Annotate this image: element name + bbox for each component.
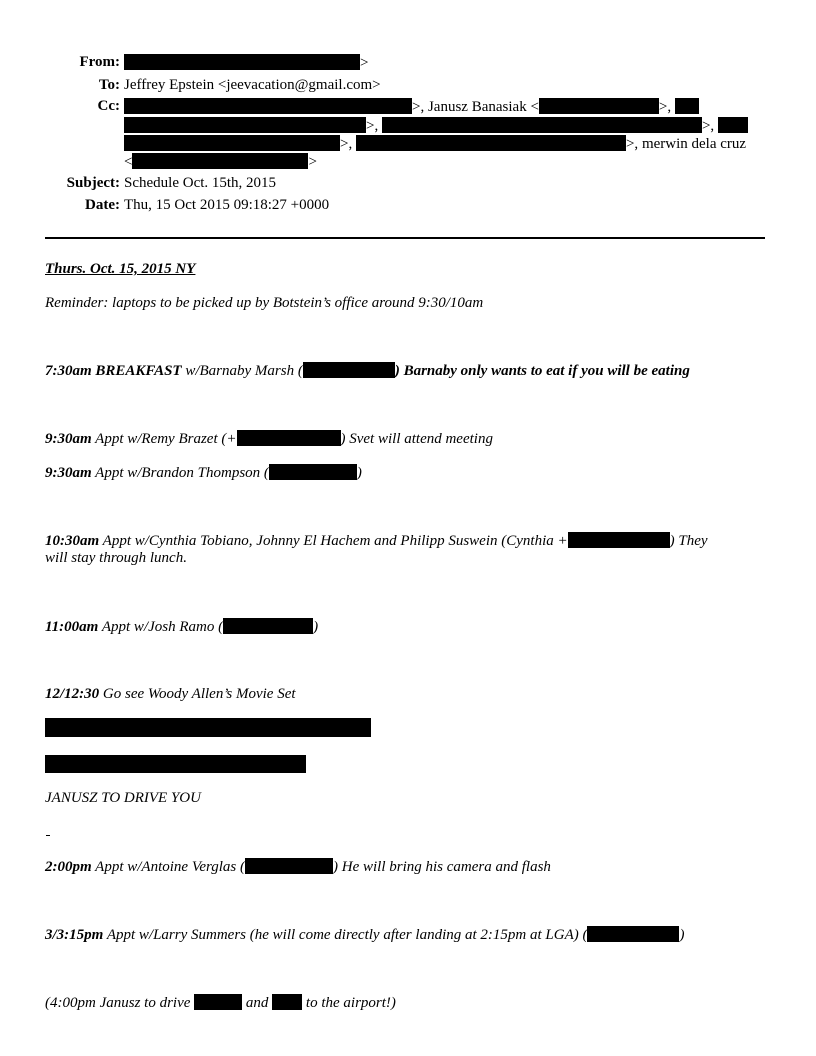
subject-value: Schedule Oct. 15th, 2015 (124, 175, 277, 191)
redaction-block (194, 994, 242, 1010)
redaction-block (124, 98, 412, 114)
redaction-block (45, 755, 306, 773)
event-brandon-thompson: 9:30am Appt w/Brandon Thompson ( ) (45, 465, 362, 481)
schedule-heading: Thurs. Oct. 15, 2015 NY (45, 261, 196, 277)
redaction-block (675, 98, 699, 114)
cc-line-1: >, Janusz Banasiak < >, (124, 98, 699, 116)
cc-merwin: merwin dela cruz (641, 136, 747, 152)
redaction-block (223, 618, 313, 634)
cc-line-3: >, >, merwin dela cruz (124, 135, 746, 153)
event-cynthia-tobiano-line2: will stay through lunch. (45, 550, 187, 566)
redaction-block (245, 858, 333, 874)
redaction-block (718, 117, 748, 133)
date-label: Date: (85, 197, 120, 213)
event-woody-allen: 12/12:30 Go see Woody Allen’s Movie Set (45, 686, 296, 702)
to-value: Jeffrey Epstein <jeevacation@gmail.com> (124, 77, 381, 93)
to-label: To: (98, 77, 120, 93)
event-breakfast: 7:30am BREAKFAST w/Barnaby Marsh ( ) Barnaby only wants to eat if you will be eating (45, 363, 690, 379)
redaction-block (272, 994, 302, 1010)
janusz-drive-line: JANUSZ TO DRIVE YOU (45, 790, 201, 806)
redaction-block (303, 362, 395, 378)
from-value: > (124, 54, 368, 72)
redaction-block (539, 98, 659, 114)
redaction-block (45, 718, 371, 737)
event-antoine-verglas: 2:00pm Appt w/Antoine Verglas ( ) He will bring his camera and flash (45, 859, 551, 875)
event-josh-ramo: 11:00am Appt w/Josh Ramo ( ) (45, 619, 319, 635)
redaction-block (269, 464, 357, 480)
redaction-block (132, 153, 308, 169)
redaction-block (124, 135, 340, 151)
cc-line-4: < > (124, 154, 317, 170)
reminder-line: Reminder: laptops to be picked up by Botstein’s office around 9:30/10am (45, 295, 484, 311)
redaction-block (356, 135, 626, 151)
from-label: From: (79, 54, 120, 70)
redaction-block (382, 117, 702, 133)
redaction-block (237, 430, 341, 446)
subject-label: Subject: (66, 175, 120, 191)
event-cynthia-tobiano: 10:30am Appt w/Cynthia Tobiano, Johnny El Hachem and Philipp Suswein (Cynthia + ) They (45, 533, 708, 549)
cc-line-2: >, >, (124, 117, 748, 135)
event-airport: (4:00pm Janusz to drive and to the airport!) (45, 995, 396, 1011)
redaction-block (568, 532, 670, 548)
redaction-block (124, 54, 360, 70)
event-remy-brazet: 9:30am Appt w/Remy Brazet (+ ) Svet will attend meeting (45, 431, 493, 447)
event-larry-summers: 3/3:15pm Appt w/Larry Summers (he will come directly after landing at 2:15pm at LGA) ( ) (45, 927, 685, 943)
cc-janusz: Janusz Banasiak < (427, 99, 539, 115)
stray-mark (46, 835, 50, 836)
redaction-block (124, 117, 366, 133)
redaction-block (587, 926, 679, 942)
header-divider (45, 237, 765, 239)
date-value: Thu, 15 Oct 2015 09:18:27 +0000 (124, 197, 330, 213)
cc-label: Cc: (97, 98, 120, 114)
